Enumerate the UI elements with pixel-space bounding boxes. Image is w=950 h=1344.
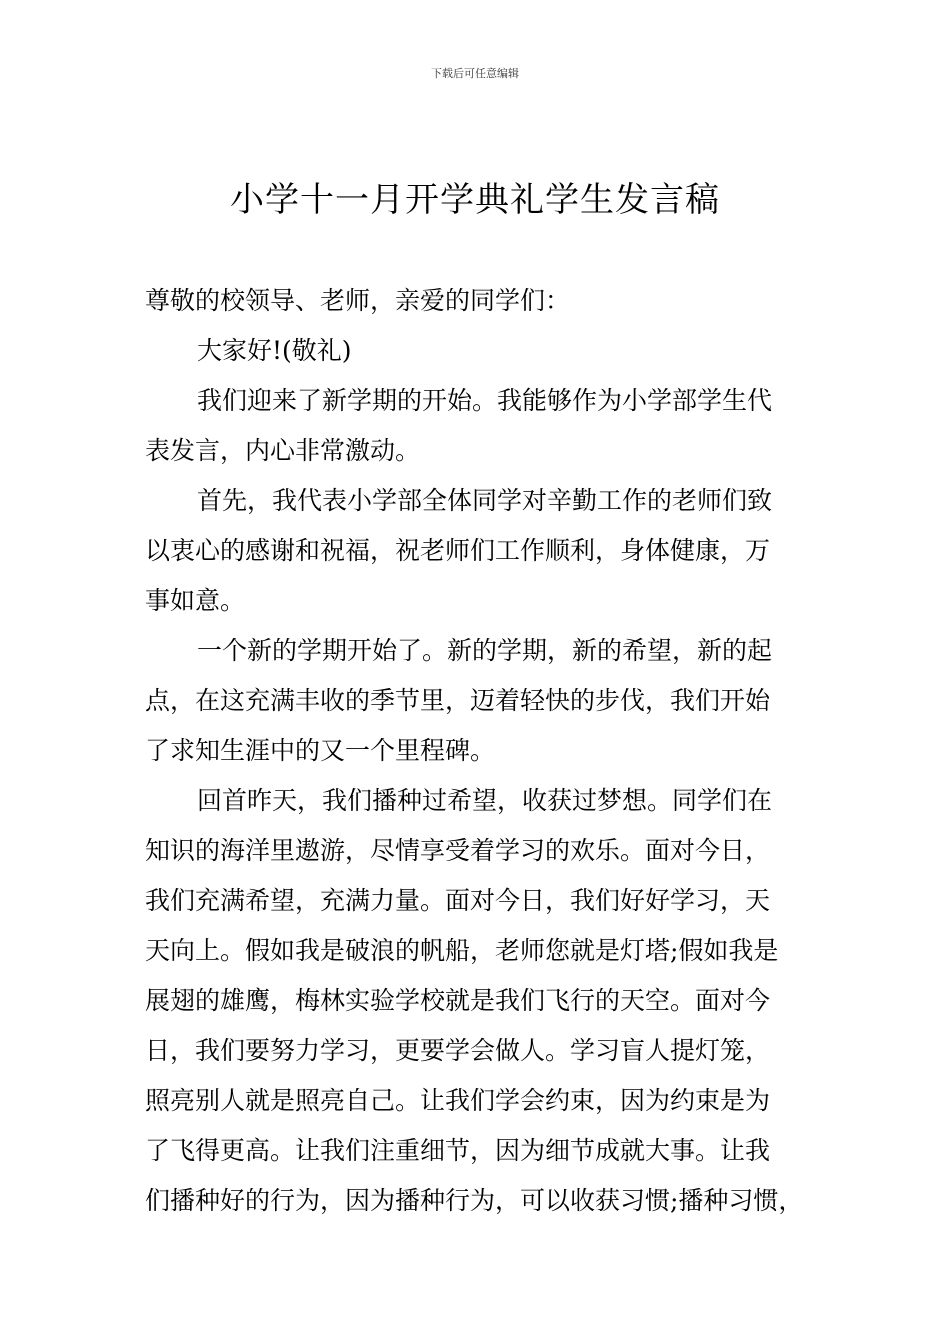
paragraph-line: 展翅的雄鹰，梅林实验学校就是我们飞行的天空。面对今	[145, 986, 771, 1015]
paragraph-4	[145, 776, 825, 1226]
paragraph-line: 日，我们要努力学习，更要学会做人。学习盲人提灯笼，	[145, 1036, 771, 1065]
paragraph-line: 事如意。	[145, 586, 246, 615]
paragraph-line: 天向上。假如我是破浪的帆船，老师您就是灯塔;假如我是	[145, 936, 779, 965]
paragraph-line: 首先，我代表小学部全体同学对辛勤工作的老师们致	[197, 486, 773, 515]
paragraph-line: 我们迎来了新学期的开始。我能够作为小学部学生代	[197, 386, 773, 415]
paragraph-line: 照亮别人就是照亮自己。让我们学会约束，因为约束是为	[145, 1086, 771, 1115]
paragraph-line: 回首昨天，我们播种过希望，收获过梦想。同学们在	[197, 786, 773, 815]
paragraph-3	[145, 626, 825, 776]
paragraph-1	[145, 376, 825, 476]
paragraph-line: 我们充满希望，充满力量。面对今日，我们好好学习，天	[145, 886, 771, 915]
paragraph-line: 了飞得更高。让我们注重细节，因为细节成就大事。让我	[145, 1136, 771, 1165]
header-note: 下载后可任意编辑	[431, 67, 519, 80]
paragraph-2	[145, 476, 825, 626]
salutation: 尊敬的校领导、老师，亲爱的同学们：	[145, 286, 571, 315]
paragraph-line: 了求知生涯中的又一个里程碑。	[145, 736, 496, 765]
paragraph-line: 以衷心的感谢和祝福，祝老师们工作顺利，身体健康，万	[145, 536, 771, 565]
paragraph-line: 们播种好的行为，因为播种行为，可以收获习惯;播种习惯，	[145, 1186, 804, 1215]
greeting: 大家好!(敬礼)	[197, 336, 352, 365]
document-body	[145, 276, 825, 1226]
paragraph-line: 表发言，内心非常激动。	[145, 436, 421, 465]
paragraph-line: 知识的海洋里遨游，尽情享受着学习的欢乐。面对今日，	[145, 836, 771, 865]
paragraph-line: 一个新的学期开始了。新的学期，新的希望，新的起	[197, 636, 773, 665]
paragraph-line: 点，在这充满丰收的季节里，迈着轻快的步伐，我们开始	[145, 686, 771, 715]
document-title: 小学十一月开学典礼学生发言稿	[230, 180, 720, 220]
